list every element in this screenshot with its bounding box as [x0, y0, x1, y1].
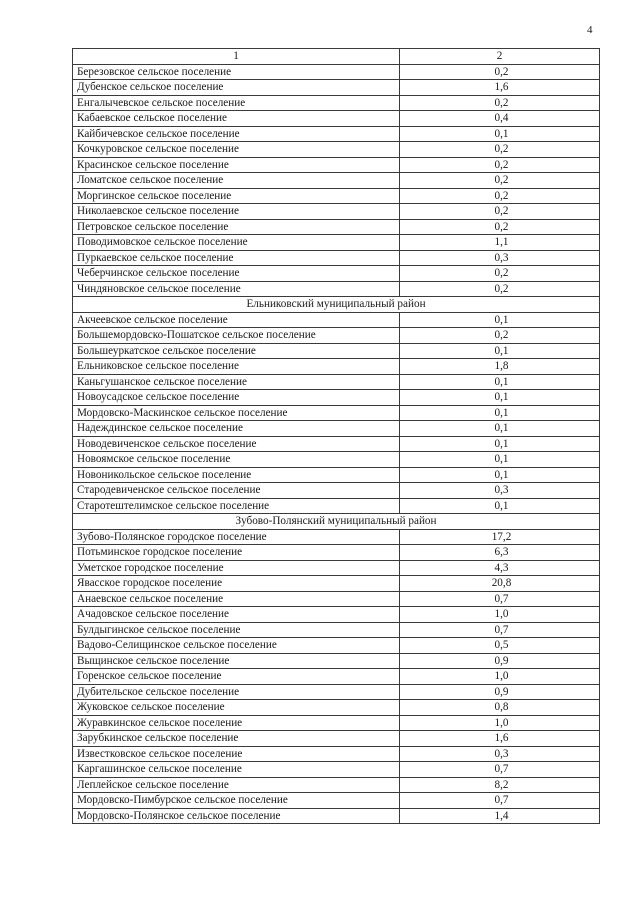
settlement-name: Новодевиченское сельское поселение — [73, 436, 400, 452]
settlement-value: 4,3 — [400, 560, 600, 576]
table-row — [73, 266, 600, 282]
table-row — [73, 700, 600, 716]
settlement-value: 0,3 — [400, 746, 600, 762]
settlement-name: Мордовско-Маскинское сельское поселение — [73, 405, 400, 421]
settlement-value: 0,1 — [400, 374, 600, 390]
table-row — [73, 576, 600, 592]
settlement-name: Анаевское сельское поселение — [73, 591, 400, 607]
settlement-name: Каргашинское сельское поселение — [73, 762, 400, 778]
settlement-name: Березовское сельское поселение — [73, 64, 400, 80]
settlement-name: Дубенское сельское поселение — [73, 80, 400, 96]
settlement-value: 0,2 — [400, 281, 600, 297]
settlement-name: Ачадовское сельское поселение — [73, 607, 400, 623]
settlement-value: 1,6 — [400, 731, 600, 747]
table-row — [73, 374, 600, 390]
settlement-name: Вадово-Селищинское сельское поселение — [73, 638, 400, 654]
table-row — [73, 204, 600, 220]
settlement-value: 0,3 — [400, 483, 600, 499]
settlement-name: Ельниковское сельское поселение — [73, 359, 400, 375]
settlement-name: Большемордовско-Пошатское сельское поселение — [73, 328, 400, 344]
table-row — [73, 669, 600, 685]
table-row — [73, 111, 600, 127]
table-row — [73, 343, 600, 359]
table-row — [73, 731, 600, 747]
settlement-value: 1,0 — [400, 715, 600, 731]
settlement-value: 0,2 — [400, 266, 600, 282]
table-row — [73, 188, 600, 204]
settlement-name: Красинское сельское поселение — [73, 157, 400, 173]
settlement-value: 0,1 — [400, 436, 600, 452]
settlement-name: Уметское городское поселение — [73, 560, 400, 576]
table-row — [73, 405, 600, 421]
table-row — [73, 390, 600, 406]
settlement-name: Акчеевское сельское поселение — [73, 312, 400, 328]
settlement-name: Каньгушанское сельское поселение — [73, 374, 400, 390]
settlement-name: Николаевское сельское поселение — [73, 204, 400, 220]
settlement-name: Явасское городское поселение — [73, 576, 400, 592]
settlement-name: Кочкуровское сельское поселение — [73, 142, 400, 158]
settlement-name: Зарубкинское сельское поселение — [73, 731, 400, 747]
table-row — [73, 498, 600, 514]
table-row — [73, 173, 600, 189]
table-row — [73, 653, 600, 669]
table-row — [73, 467, 600, 483]
settlement-value: 0,8 — [400, 700, 600, 716]
settlement-name: Горенское сельское поселение — [73, 669, 400, 685]
settlement-value: 0,2 — [400, 188, 600, 204]
settlement-value: 0,7 — [400, 622, 600, 638]
table-row — [73, 359, 600, 375]
column-header: 1 — [73, 49, 400, 65]
settlement-value: 1,6 — [400, 80, 600, 96]
settlement-value: 0,2 — [400, 204, 600, 220]
settlement-value: 0,2 — [400, 142, 600, 158]
table-body — [73, 64, 600, 824]
settlement-name: Большеуркатское сельское поселение — [73, 343, 400, 359]
settlement-value: 0,1 — [400, 421, 600, 437]
settlement-value: 1,4 — [400, 808, 600, 824]
table-row — [73, 235, 600, 251]
settlement-value: 0,2 — [400, 95, 600, 111]
section-row — [73, 514, 600, 530]
table-row — [73, 142, 600, 158]
table-row — [73, 421, 600, 437]
settlement-value: 20,8 — [400, 576, 600, 592]
settlements-table — [72, 48, 600, 824]
settlement-value: 0,2 — [400, 173, 600, 189]
table-row — [73, 793, 600, 809]
table-row — [73, 452, 600, 468]
table-row — [73, 684, 600, 700]
settlement-name: Новоямское сельское поселение — [73, 452, 400, 468]
settlement-value: 0,3 — [400, 250, 600, 266]
table-row — [73, 591, 600, 607]
settlement-value: 8,2 — [400, 777, 600, 793]
settlement-name: Енгалычевское сельское поселение — [73, 95, 400, 111]
settlement-name: Известковское сельское поселение — [73, 746, 400, 762]
table-row — [73, 545, 600, 561]
settlement-value: 0,9 — [400, 684, 600, 700]
settlement-value: 1,1 — [400, 235, 600, 251]
table-row — [73, 157, 600, 173]
table-row — [73, 436, 600, 452]
settlement-name: Пуркаевское сельское поселение — [73, 250, 400, 266]
settlement-value: 0,1 — [400, 498, 600, 514]
settlement-value: 1,0 — [400, 607, 600, 623]
table-row — [73, 328, 600, 344]
settlement-value: 0,1 — [400, 343, 600, 359]
settlement-name: Стародевиченское сельское поселение — [73, 483, 400, 499]
table-row — [73, 281, 600, 297]
settlement-value: 0,7 — [400, 793, 600, 809]
table-row — [73, 560, 600, 576]
settlement-name: Мордовско-Пимбурское сельское поселение — [73, 793, 400, 809]
table-row — [73, 638, 600, 654]
table-header-row — [73, 49, 600, 65]
table-row — [73, 715, 600, 731]
settlement-value: 0,7 — [400, 591, 600, 607]
column-header: 2 — [400, 49, 600, 65]
table-row — [73, 607, 600, 623]
settlement-value: 0,1 — [400, 312, 600, 328]
settlement-name: Леплейское сельское поселение — [73, 777, 400, 793]
settlement-value: 0,2 — [400, 219, 600, 235]
settlement-name: Кайбичевское сельское поселение — [73, 126, 400, 142]
table-row — [73, 529, 600, 545]
settlement-name: Чеберчинское сельское поселение — [73, 266, 400, 282]
settlement-value: 1,8 — [400, 359, 600, 375]
table-row — [73, 312, 600, 328]
settlement-value: 0,1 — [400, 126, 600, 142]
settlement-name: Новоусадское сельское поселение — [73, 390, 400, 406]
settlement-name: Ломатское сельское поселение — [73, 173, 400, 189]
settlement-name: Кабаевское сельское поселение — [73, 111, 400, 127]
table-row — [73, 219, 600, 235]
settlement-value: 0,9 — [400, 653, 600, 669]
table-row — [73, 622, 600, 638]
settlement-value: 0,7 — [400, 762, 600, 778]
settlement-name: Старотештелимское сельское поселение — [73, 498, 400, 514]
settlement-name: Мордовско-Полянское сельское поселение — [73, 808, 400, 824]
settlement-name: Булдыгинское сельское поселение — [73, 622, 400, 638]
section-title: Ельниковский муниципальный район — [73, 297, 600, 313]
table-row — [73, 80, 600, 96]
settlement-name: Зубово-Полянское городское поселение — [73, 529, 400, 545]
settlement-name: Поводимовское сельское поселение — [73, 235, 400, 251]
table-row — [73, 64, 600, 80]
settlement-value: 0,1 — [400, 390, 600, 406]
settlement-value: 0,1 — [400, 467, 600, 483]
table-row — [73, 808, 600, 824]
settlement-name: Выщинское сельское поселение — [73, 653, 400, 669]
settlement-value: 6,3 — [400, 545, 600, 561]
settlement-value: 0,2 — [400, 64, 600, 80]
settlement-name: Жуковское сельское поселение — [73, 700, 400, 716]
settlement-name: Моргинское сельское поселение — [73, 188, 400, 204]
page-number: 4 — [587, 24, 593, 36]
table-row — [73, 777, 600, 793]
settlement-name: Потьминское городское поселение — [73, 545, 400, 561]
settlement-value: 0,1 — [400, 452, 600, 468]
table-row — [73, 250, 600, 266]
settlement-name: Журавкинское сельское поселение — [73, 715, 400, 731]
table-row — [73, 483, 600, 499]
settlement-value: 17,2 — [400, 529, 600, 545]
settlement-value: 1,0 — [400, 669, 600, 685]
settlement-value: 0,4 — [400, 111, 600, 127]
settlement-value: 0,2 — [400, 157, 600, 173]
settlement-name: Чиндяновское сельское поселение — [73, 281, 400, 297]
section-row — [73, 297, 600, 313]
section-title: Зубово-Полянский муниципальный район — [73, 514, 600, 530]
settlement-value: 0,1 — [400, 405, 600, 421]
settlement-value: 0,2 — [400, 328, 600, 344]
settlement-name: Петровское сельское поселение — [73, 219, 400, 235]
settlement-name: Дубительское сельское поселение — [73, 684, 400, 700]
settlement-value: 0,5 — [400, 638, 600, 654]
table-row — [73, 126, 600, 142]
settlement-name: Новоникольское сельское поселение — [73, 467, 400, 483]
settlement-name: Надеждинское сельское поселение — [73, 421, 400, 437]
table-row — [73, 762, 600, 778]
table-row — [73, 95, 600, 111]
table-row — [73, 746, 600, 762]
